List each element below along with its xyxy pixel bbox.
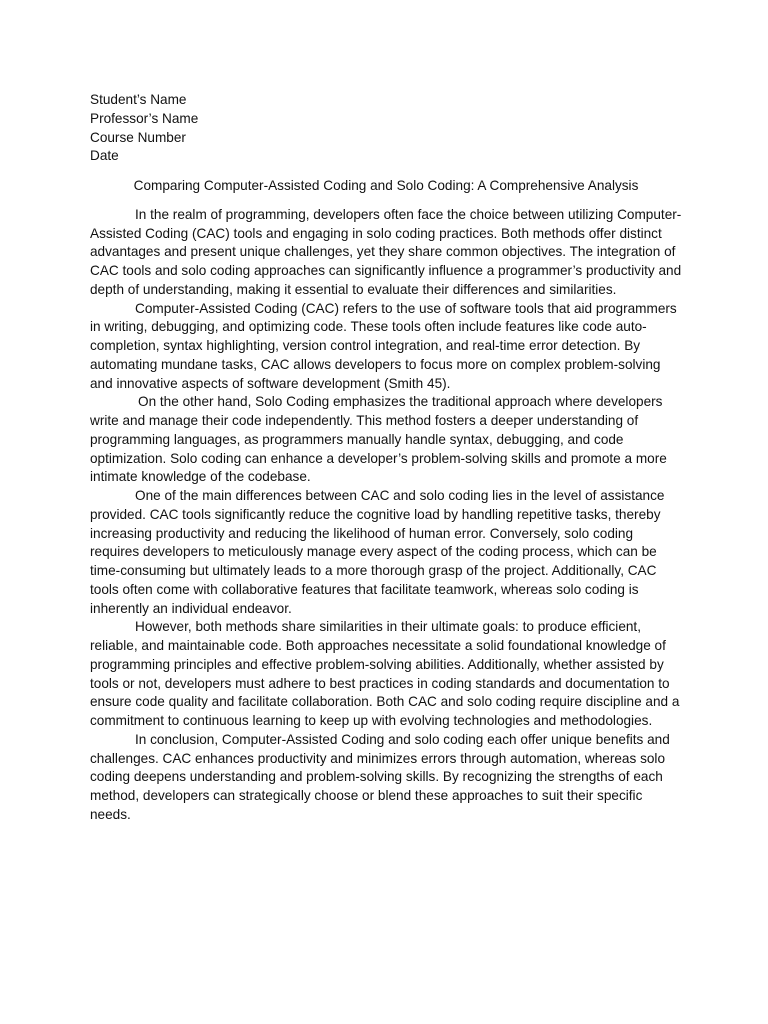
paragraph-similarities: However, both methods share similarities in their ultimate goals: to produce efficient, reliable, and maintainable code. Both approaches necessitate a solid foundational knowledge of programming principles and effective problem-solving abilities. Additionally, whether assisted by tools or not, developers must adhere to best practices in coding standards and documentation to ensure code quality and facilitate collaboration. Both CAC and solo coding require discipline and a commitment to continuous learning to keep up with evolving technologies and methodologies. [90,619,680,728]
header-block [90,91,682,166]
paragraph-solo-coding: On the other hand, Solo Coding emphasizes the traditional approach where developers write and manage their code independently. This method fosters a deeper understanding of programming languages, as programmers manually handle syntax, debugging, and code optimization. Solo coding can enhance a developer’s problem-solving skills and promote a more intimate knowledge of the codebase. [90,394,667,485]
professor-name: Professor’s Name [90,110,199,126]
student-name: Student’s Name [90,92,187,107]
paragraph-differences: One of the main differences between CAC and solo coding lies in the level of assistance provided. CAC tools significantly reduce the cognitive load by handling repetitive tasks, thereby increasing productivity and reducing the likelihood of human error. Conversely, solo coding requires developers to meticulously manage every aspect of the coding process, which can be time-consuming but ultimately leads to a more thorough grasp of the project. Additionally, CAC tools often come with collaborative features that facilitate teamwork, whereas solo coding is inherently an individual endeavor. [90,488,665,616]
document-title: Comparing Computer-Assisted Coding and Solo Coding: A Comprehensive Analysis [133,178,639,193]
paragraph-cac-definition: Computer-Assisted Coding (CAC) refers to the use of software tools that aid programmers in writing, debugging, and optimizing code. These tools often include features like code auto-completion, syntax highlighting, version control integration, and real-time error detection. By automating mundane tasks, CAC allows developers to focus more on complex problem-solving and innovative aspects of software development (Smith 45). [90,300,677,391]
paragraph-intro: In the realm of programming, developers often face the choice between utilizing Computer-Assisted Coding (CAC) tools and engaging in solo coding practices. Both methods offer distinct advantages and present unique challenges, yet they share common objectives. The integration of CAC tools and solo coding approaches can significantly influence a programmer’s productivity and depth of understanding, making it essential to evaluate their differences and similarities. [90,206,682,297]
paragraph-conclusion: In conclusion, Computer-Assisted Coding and solo coding each offer unique benefits and challenges. CAC enhances productivity and minimizes errors through automation, whereas solo coding deepens understanding and problem-solving skills. By recognizing the strengths of each method, developers can strategically choose or blend these approaches to suit their specific needs. [90,731,670,822]
course-number: Course Number [90,129,186,145]
date: Date [90,148,119,164]
document-page [90,91,682,825]
